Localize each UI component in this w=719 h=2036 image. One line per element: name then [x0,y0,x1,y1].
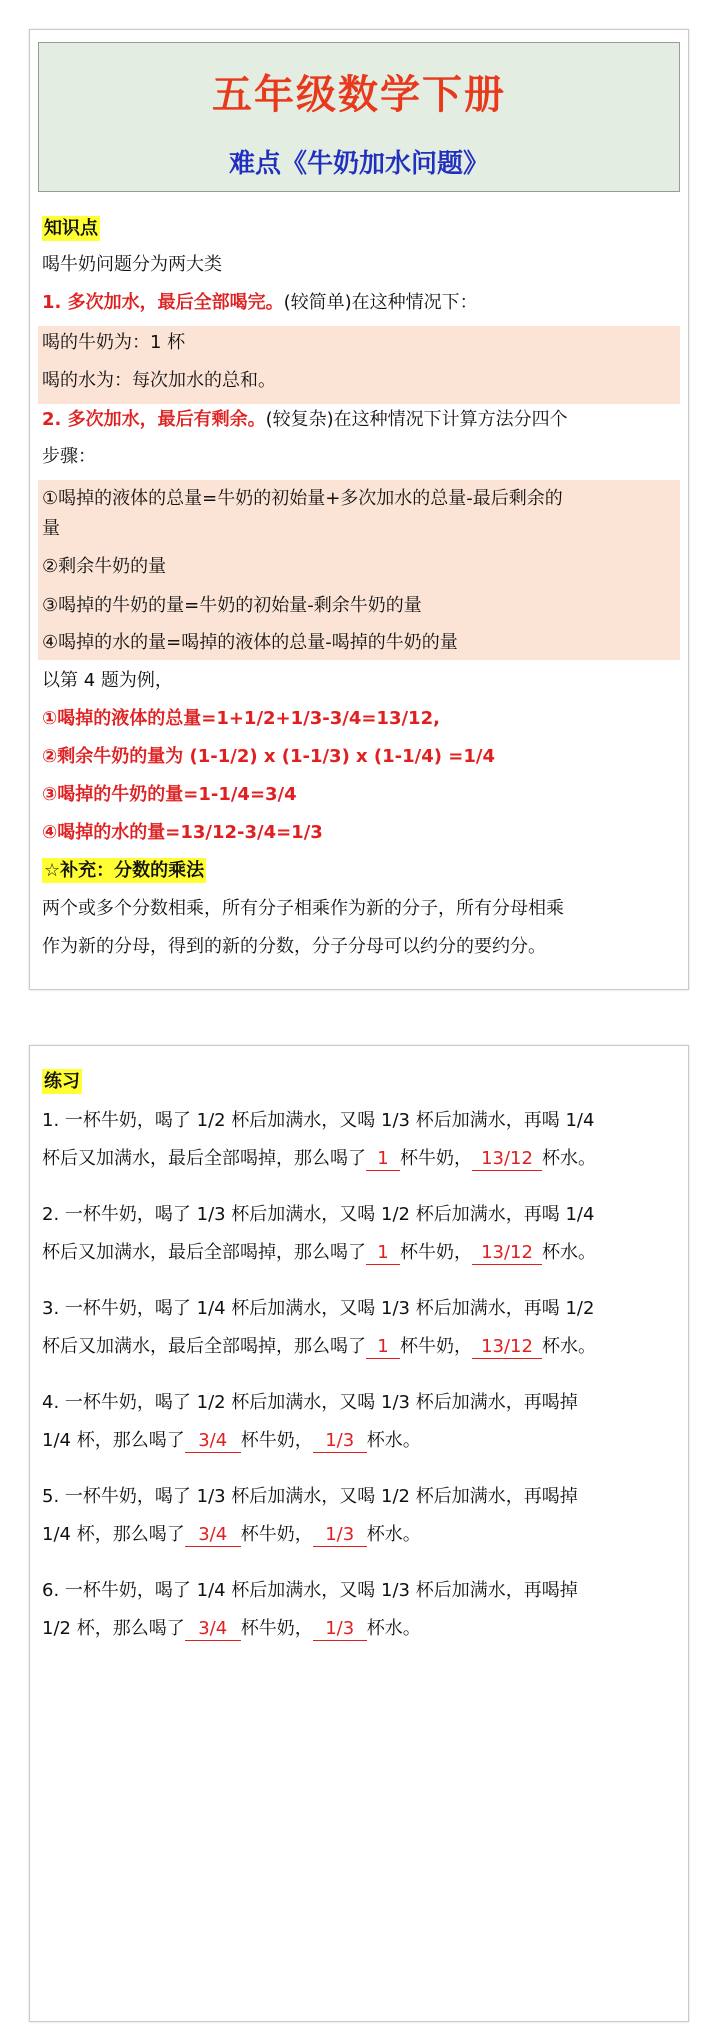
question-6-line1: 6. 一杯牛奶，喝了 1/4 杯后加满水，又喝 1/3 杯后加满水，再喝掉 [42,1580,578,1601]
question-4-mid: 杯牛奶， [240,1430,313,1451]
question-1-end: 杯水。 [542,1148,596,1169]
example-step3: ③喝掉的牛奶的量=1-1/4=3/4 [42,784,297,805]
case1-line2: 喝的水为：每次加水的总和。 [42,370,276,391]
question-2-line2 [42,1240,676,1266]
question-1-line1: 1. 一杯牛奶，喝了 1/2 杯后加满水，又喝 1/3 杯后加满水，再喝 1/4 [42,1110,595,1131]
question-1-text: 杯后又加满水，最后全部喝掉，那么喝了 [42,1148,366,1169]
question-1-answer-milk: 1 [366,1148,400,1171]
question-6-text: 1/2 杯，那么喝了 [42,1618,185,1639]
question-6-line2 [42,1616,676,1642]
question-6-answer-milk: 3/4 [185,1618,241,1641]
question-2-text: 杯后又加满水，最后全部喝掉，那么喝了 [42,1242,366,1263]
question-1-answer-water: 13/12 [472,1148,542,1171]
question-3-end: 杯水。 [542,1336,596,1357]
question-5-text: 1/4 杯，那么喝了 [42,1524,185,1545]
question-3-mid: 杯牛奶， [400,1336,472,1357]
supplement-line2: 作为新的分母，得到的新的分数，分子分母可以约分的要约分。 [42,936,546,957]
question-4-answer-water: 1/3 [313,1430,367,1453]
question-1-line2 [42,1146,676,1172]
case2-rest2: 步骤： [42,446,96,467]
case1-heading [42,290,676,316]
step4: ④喝掉的水的量=喝掉的液体的总量-喝掉的牛奶的量 [42,632,458,653]
step2: ②剩余牛奶的量 [42,556,167,577]
step3: ③喝掉的牛奶的量=牛奶的初始量-剩余牛奶的量 [42,595,422,616]
question-5-mid: 杯牛奶， [240,1524,313,1545]
question-1-mid: 杯牛奶， [400,1148,472,1169]
question-6-end: 杯水。 [366,1618,421,1639]
question-2-answer-water: 13/12 [472,1242,542,1265]
question-4-answer-milk: 3/4 [185,1430,241,1453]
question-2-line1: 2. 一杯牛奶，喝了 1/3 杯后加满水，又喝 1/2 杯后加满水，再喝 1/4 [42,1204,595,1225]
example-step1: ①喝掉的液体的总量=1+1/2+1/3-3/4=13/12, [42,708,440,729]
question-4-line2 [42,1428,676,1454]
page-title: 五年级数学下册 [212,71,506,118]
question-3-line2 [42,1334,676,1360]
question-5-end: 杯水。 [366,1524,421,1545]
case2-red: 2. 多次加水，最后有剩余。 [42,409,266,430]
step1a: ①喝掉的液体的总量=牛奶的初始量+多次加水的总量-最后剩余的 [42,488,563,509]
knowledge-tag: 知识点 [44,218,98,239]
example-intro: 以第 4 题为例， [42,670,173,691]
question-2-end: 杯水。 [542,1242,596,1263]
knowledge-card [29,29,689,990]
knowledge-tag-row [42,216,676,242]
intro-text: 喝牛奶问题分为两大类 [42,254,222,275]
case2-rest: (较复杂)在这种情况下计算方法分四个 [265,409,568,430]
practice-tag: 练习 [44,1071,80,1092]
question-6-answer-water: 1/3 [313,1618,367,1641]
case1-line1: 喝的牛奶为：1 杯 [42,332,186,353]
supplement-tag-row [42,858,676,884]
question-5-line1: 5. 一杯牛奶，喝了 1/3 杯后加满水，又喝 1/2 杯后加满水，再喝掉 [42,1486,578,1507]
example-step4: ④喝掉的水的量=13/12-3/4=1/3 [42,822,323,843]
question-3-text: 杯后又加满水，最后全部喝掉，那么喝了 [42,1336,366,1357]
title-banner [38,42,680,192]
question-3-line1: 3. 一杯牛奶，喝了 1/4 杯后加满水，又喝 1/3 杯后加满水，再喝 1/2 [42,1298,595,1319]
step1b: 量 [42,518,60,539]
case2-heading [42,407,676,433]
example-step2: ②剩余牛奶的量为 (1-1/2) x (1-1/3) x (1-1/4) =1/4 [42,746,495,767]
supplement-tag: ☆补充：分数的乘法 [44,860,205,881]
question-5-answer-water: 1/3 [313,1524,367,1547]
page-subtitle: 难点《牛奶加水问题》 [228,149,489,179]
question-3-answer-milk: 1 [366,1336,400,1359]
question-3-answer-water: 13/12 [472,1336,542,1359]
case1-rest: (较简单)在这种情况下： [283,292,478,313]
question-5-line2 [42,1522,676,1548]
question-4-line1: 4. 一杯牛奶，喝了 1/2 杯后加满水，又喝 1/3 杯后加满水，再喝掉 [42,1392,578,1413]
question-5-answer-milk: 3/4 [185,1524,241,1547]
supplement-line1: 两个或多个分数相乘，所有分子相乘作为新的分子，所有分母相乘 [42,898,564,919]
question-4-end: 杯水。 [366,1430,421,1451]
practice-card [29,1045,689,2022]
question-2-answer-milk: 1 [366,1242,400,1265]
case1-red: 1. 多次加水，最后全部喝完。 [42,292,284,313]
practice-tag-row [42,1069,676,1095]
question-6-mid: 杯牛奶， [240,1618,313,1639]
question-2-mid: 杯牛奶， [400,1242,472,1263]
question-4-text: 1/4 杯，那么喝了 [42,1430,185,1451]
